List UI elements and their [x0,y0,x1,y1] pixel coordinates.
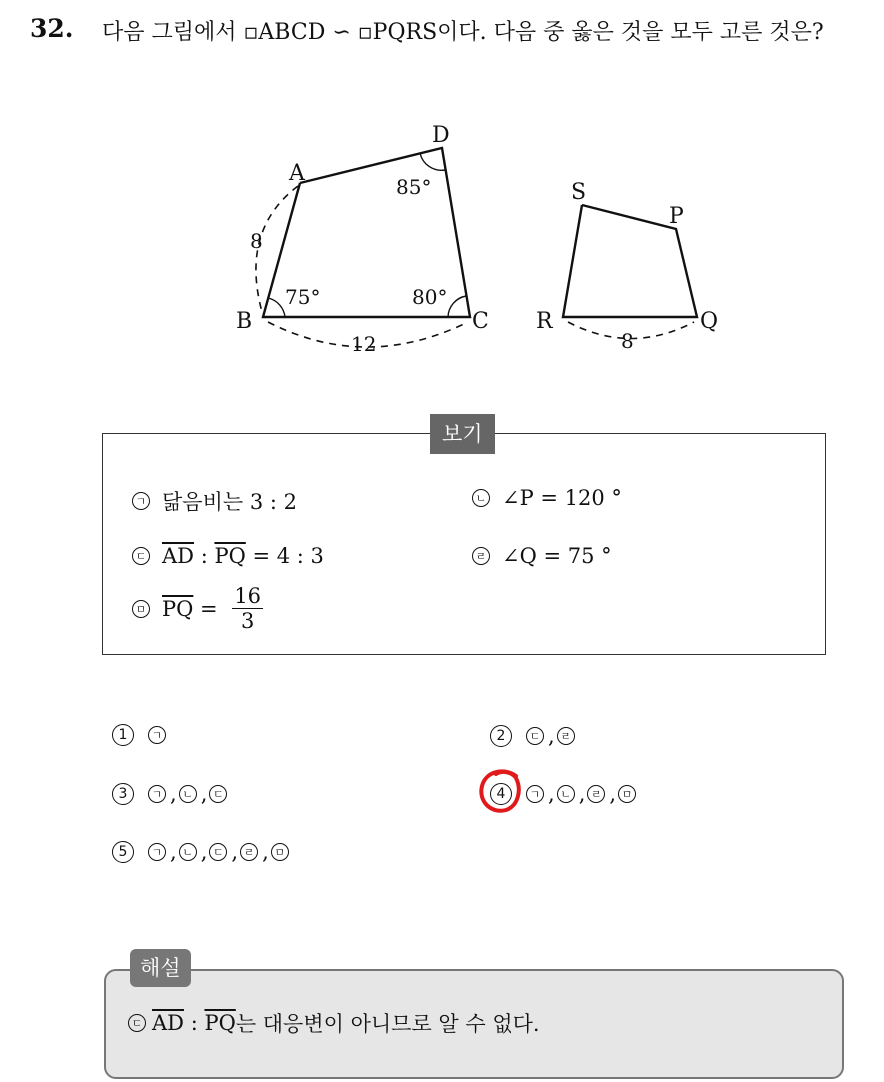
vertex-a-label: A [289,161,305,186]
choice-number: 2 [490,725,512,747]
marker-mieum: ㅁ [271,843,289,861]
marker-mieum: ㅁ [618,785,636,803]
marker-nieun: ㄴ [472,489,490,507]
question-text: 다음 그림에서 ▫ABCD ∽ ▫PQRS이다. 다음 중 옳은 것을 모두 고른 것은? [102,20,824,45]
choice-number: 5 [112,841,134,863]
marker-nieun: ㄴ [179,785,197,803]
choice-number: 3 [112,783,134,805]
length-rq-value: 8 [621,329,634,353]
ratio-colon: : [184,1011,205,1035]
bogi-item-rieul [472,544,612,568]
marker-digeut: ㄷ [128,1014,146,1032]
marker-digeut: ㄷ [132,547,150,565]
marker-rieul: ㄹ [557,727,575,745]
vertex-q-label: Q [700,309,719,334]
marker-giyeok: ㄱ [526,785,544,803]
quadrilateral-abcd [236,123,489,356]
segment-pq: $\overline{PQ}$ [204,1011,236,1035]
marker-nieun: ㄴ [557,785,575,803]
quadrilateral-pqrs [536,180,718,353]
bogi-item-text: = 4 : 3 [245,544,324,568]
vertex-p-label: P [669,204,684,229]
fraction-denominator: 3 [240,609,255,633]
bogi-item-mieum [132,584,263,633]
marker-nieun: ㄴ [179,843,197,861]
fraction-numerator: 16 [234,584,262,608]
segment-pq: $\overline{PQ}$ [214,544,246,568]
bogi-item-nieun [472,486,622,510]
choice-4[interactable]: 4 ㄱ , ㄴ , ㄹ , ㅁ [490,782,638,806]
fraction [232,584,263,633]
vertex-b-label: B [236,309,253,334]
length-bc-value: 12 [351,332,377,356]
angle-b-value: 75° [285,285,321,309]
marker-giyeok: ㄱ [148,843,166,861]
bogi-item-digeut [132,544,324,568]
marker-giyeok: ㄱ [132,492,150,510]
angle-c-arc [448,296,466,317]
bogi-item-giyeok [132,486,297,516]
angle-d-value: 85° [396,175,432,199]
marker-mieum: ㅁ [132,600,150,618]
explanation-text [128,1008,540,1038]
angle-c-value: 80° [412,285,448,309]
equals-sign: = [193,596,225,621]
choice-1[interactable] [112,724,168,746]
figure-quadrilaterals [200,110,760,360]
marker-giyeok: ㄱ [148,726,166,744]
choice-3[interactable]: 3 ㄱ , ㄴ , ㄷ [112,782,229,806]
answer-mark-circle [476,766,526,818]
bogi-title: 보기 [430,414,495,454]
vertex-c-label: C [472,309,489,334]
length-ab-value: 8 [250,229,263,253]
marker-rieul: ㄹ [587,785,605,803]
segment-pq: $\overline{PQ}$ [162,596,194,621]
choice-number: 4 [490,783,512,805]
marker-digeut: ㄷ [209,785,227,803]
choice-2[interactable]: 2 ㄷ , ㄹ [490,724,577,748]
vertex-r-label: R [536,309,553,334]
ratio-colon: : [194,544,215,568]
marker-rieul: ㄹ [472,547,490,565]
bogi-item-text: 닮음비는 3 : 2 [162,490,297,514]
segment-ad: $\overline{AD}$ [152,1011,185,1035]
angle-b-arc [268,298,285,317]
marker-giyeok: ㄱ [148,785,166,803]
explanation-body: 는 대응변이 아니므로 알 수 없다. [235,1012,540,1036]
question-number: 32. [30,14,74,43]
segment-ad: $\overline{AD}$ [162,544,195,568]
explanation-title: 해설 [130,949,191,987]
marker-digeut: ㄷ [526,727,544,745]
vertex-d-label: D [432,123,450,148]
bogi-item-text: ∠Q = 75 ° [502,544,612,568]
angle-d-arc [420,153,445,170]
marker-digeut: ㄷ [209,843,227,861]
marker-rieul: ㄹ [240,843,258,861]
bogi-item-text: ∠P = 120 ° [502,486,622,510]
choice-5[interactable]: 5 ㄱ , ㄴ , ㄷ , ㄹ , ㅁ [112,840,291,864]
vertex-s-label: S [571,180,587,205]
choice-number: 1 [112,724,134,746]
